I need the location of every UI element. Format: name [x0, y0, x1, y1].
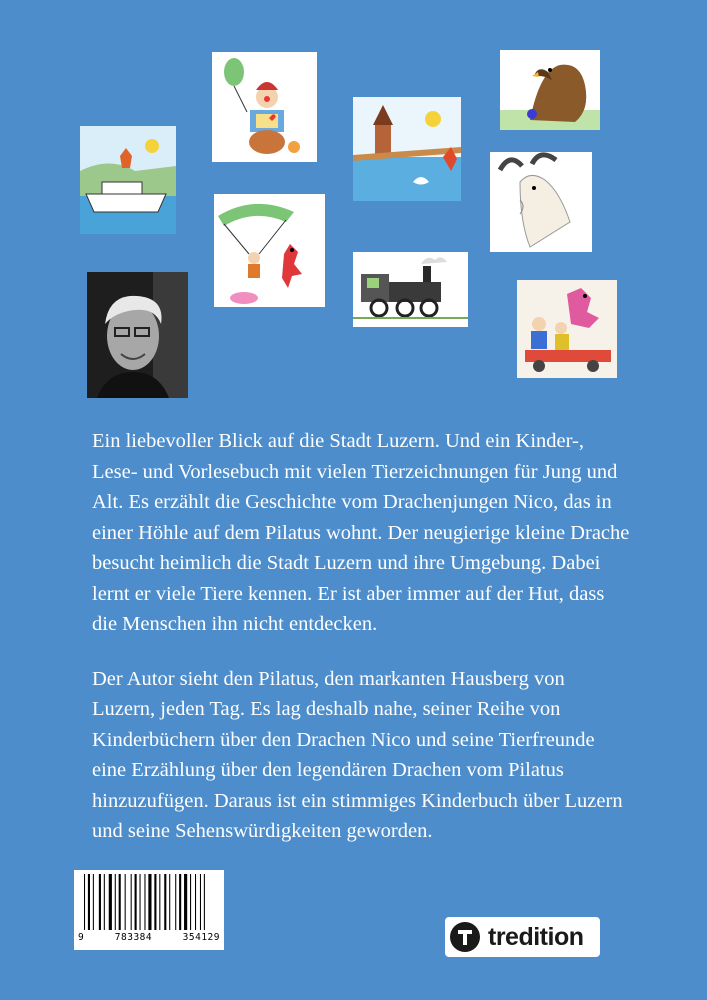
blurb-paragraph-2: Der Autor sieht den Pilatus, den markanten Hausberg von Luzern, jeden Tag. Es lag deshalb nahe, seiner Reihe von Kinderbüchern über den Drachen Nico und seine Tierfreunde eine Erzählung über den legendären Drachen vom Pilatus hinzuzufügen. Daraus ist ein stimmiges Kinderbuch über Luzern und seine Sehenswürdigkeiten geworden. [92, 667, 623, 842]
isbn-barcode [74, 870, 224, 950]
eagle-drawing [500, 50, 600, 130]
tredition-logo-icon [450, 922, 480, 952]
blurb-text [92, 426, 632, 871]
barcode-digit-1: 9 [78, 932, 85, 943]
barcode-bars [84, 874, 216, 930]
ibex-drawing [490, 152, 592, 252]
blurb-paragraph-1: Ein liebevoller Blick auf die Stadt Luzern. Und ein Kinder-, Lese- und Vorlesebuch mit vielen Tierzeichnungen für Jung und Alt. Es erzählt die Geschichte vom Drachenjungen Nico, das in einer Höhle auf dem Pilatus wohnt. Der neugierige kleine Drache besucht heimlich die Stadt Luzern und ihre Umgebung. Dabei lernt er viele Tiere kennen. Er ist aber immer auf der Hut, dass die Menschen ihn nicht entdecken. [92, 430, 630, 635]
dragon-on-ship-drawing [80, 126, 176, 234]
barcode-digit-group-3: 354129 [182, 932, 220, 943]
steam-locomotive-drawing [353, 252, 468, 327]
paraglider-dragon-drawing [214, 194, 325, 307]
clown-with-balloon-drawing [212, 52, 317, 162]
barcode-digit-group-2: 783384 [114, 932, 153, 943]
author-portrait-photo [87, 272, 188, 398]
dragon-parade-drawing [517, 280, 617, 378]
barcode-digits [78, 932, 220, 943]
publisher-logo [445, 917, 600, 957]
chapel-bridge-drawing [353, 97, 461, 201]
publisher-name: tredition [488, 922, 584, 951]
